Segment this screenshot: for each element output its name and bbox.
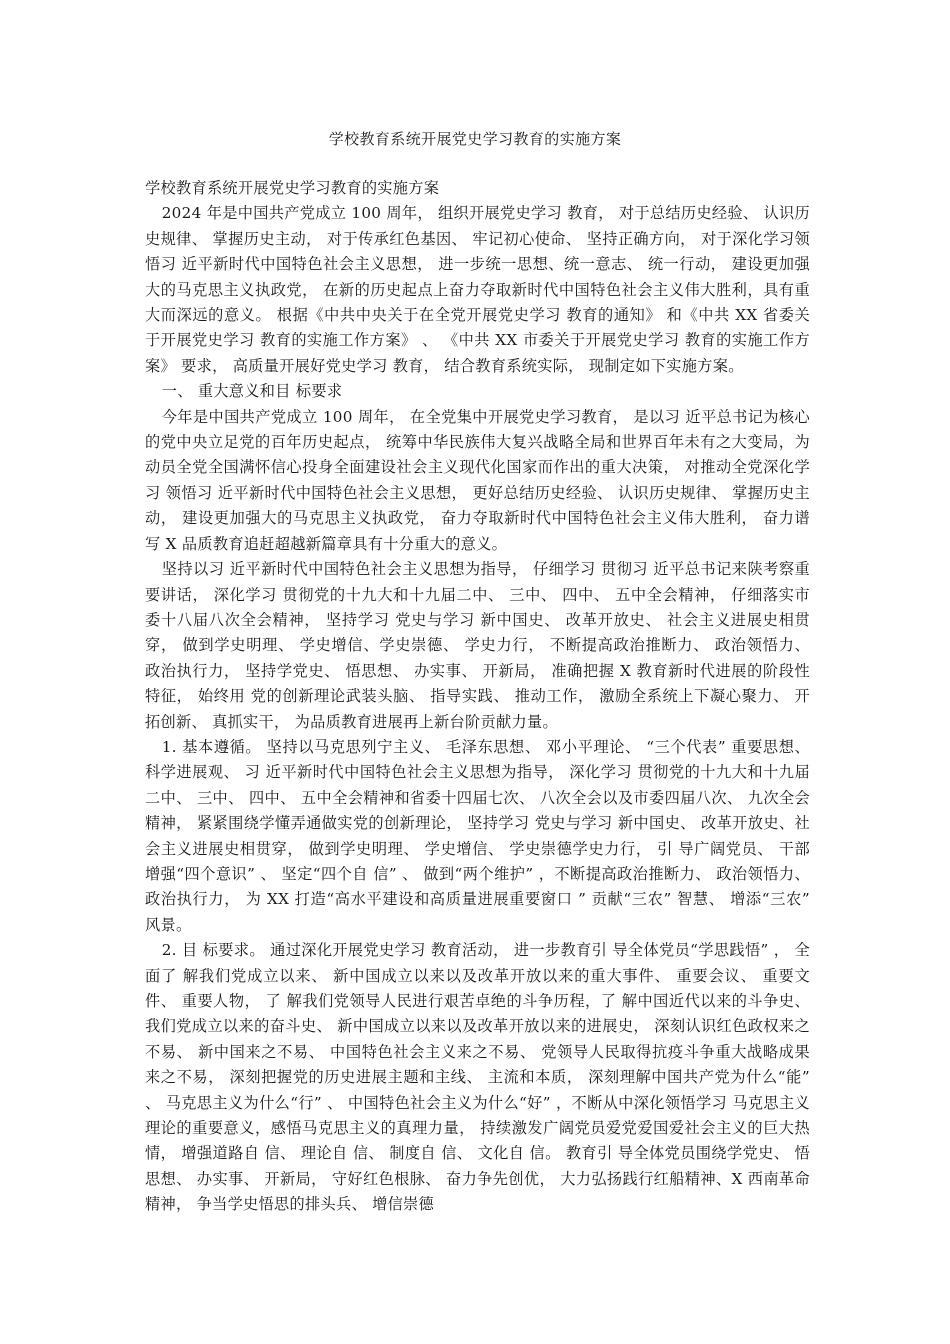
document-body (145, 176, 810, 1218)
paragraph-basic-principles: 1. 基本遵循。 坚持以马克思列宁主义、 毛泽东思想、 邓小平理论、 “三个代表” 重要思想、 科学进展观、 习 近平新时代中国特色社会主义思想为指导， 深化学习 贯彻党的十九大和十九届二中、 三中、 四中、 五中全会精神和省委十四届七次、 八次全会以及市委四届八次、 九次全会精神， 紧紧围绕学懂弄通做实党的创新理论， 坚持学习 党史与学习 新中国史、 改革开放史、社会主义进展史相贯穿， 做到学史明理、 学史增信、 学史崇德学史力行， 引 导广阔党员、 干部增强“四个意识” 、 坚定“四个自 信” 、 做到“两个维护” ，不断提高政治推断力、 政治领悟力、 政治执行力， 为 XX 打造“高水平建设和高质量进展重要窗口 ” 贡献“三农” 智慧、 增添“三农” 风景。 (145, 737, 810, 934)
paragraph-significance: 今年是中国共产党成立 100 周年， 在全党集中开展党史学习教育， 是以习 近平总书记为核心的党中央立足党的百年历史起点， 统筹中华民族伟大复兴战略全局和世界百年未有之大变局，为动员全党全国满怀信心投身全面建设社会主义现代化国家而作出的重大决策， 对推动全党深化学习 领悟习 近平新时代中国特色社会主义思想， 更好总结历史经验、 认识历史规律、 掌握历史主动， 建设更加强大的马克思主义执政党， 奋力夺取新时代中国特色社会主义伟大胜利， 奋力谱写 X 品质教育追赶超越新篇章具有十分重大的意义。 (145, 407, 810, 553)
paragraph-guidance: 坚持以习 近平新时代中国特色社会主义思想为指导， 仔细学习 贯彻习 近平总书记来陕考察重要讲话， 深化学习 贯彻党的十九大和十九届二中、 三中、 四中、 五中全会精神， 仔细落实市委十八届八次全会精神， 坚持学习 党史与学习 新中国史、 改革开放史、 社会主义进展史相贯穿， 做到学史明理、 学史增信、学史崇德、 学史力行， 不断提高政治推断力、 政治领悟力、 政治执行力， 坚持学党史、 悟思想、 办实事、 开新局， 准确把握 X 教育新时代进展的阶段性特征， 始终用 党的创新理论武装头脑、 指导实践、 推动工作， 激励全系统上下凝心聚力、 开拓创新、 真抓实干， 为品质教育进展再上新台阶贡献力量。 (145, 560, 810, 731)
document-subtitle: 学校教育系统开展党史学习教育的实施方案 (145, 179, 440, 197)
paragraph-intro: 2024 年是中国共产党成立 100 周年， 组织开展党史学习 教育， 对于总结历史经验、 认识历史规律、 掌握历史主动， 对于传承红色基因、 牢记初心使命、 坚持正确方向， 对于深化学习领悟习 近平新时代中国特色社会主义思想， 进一步统一思想、统一意志、 统一行动， 建设更加强大的马克思主义执政党， 在新的历史起点上奋力夺取新时代中国特色社会主义伟大胜利，具有重大而深远的意义。 根据《中共中央关于在全党开展党史学习 教育的通知》 和《中共 XX 省委关于开展党史学习 教育的实施工作方案》 、 《中共 XX 市委关于开展党史学习 教育的实施工作方案》 要求， 高质量开展好党史学习 教育， 结合教育系统实际， 现制定如下实施方案。 (145, 204, 810, 375)
paragraph-goals: 2. 目 标要求。 通过深化开展党史学习 教育活动， 进一步教育引 导全体党员“学思践悟” ， 全面了 解我们党成立以来、 新中国成立以来以及改革开放以来的重大事件、 重要会议、 重要文件、 重要人物， 了 解我们党领导人民进行艰苦卓绝的斗争历程，了 解中国近代以来的斗争史、 我们党成立以来的奋斗史、 新中国成立以来以及改革开放以来的进展史， 深刻认识红色政权来之不易、 新中国来之不易、 中国特色社会主义来之不易、 党领导人民取得抗疫斗争重大战略成果来之不易， 深刻把握党的历史进展主题和主线、 主流和本质， 深刻理解中国共产党为什么“能” 、 马克思主义为什么“行” 、 中国特色社会主义为什么“好” ，不断从中深化领悟学习 马克思主义理论的重要意义，感悟马克思主义的真理力量， 持续激发广阔党员爱党爱国爱社会主义的巨大热情， 增强道路自 信、 理论自 信、 制度自 信、 文化自 信。 教育引 导全体党员围绕学党史、 悟思想、 办实事、 开新局， 守好红色根脉、 奋力争先创优， 大力弘扬践行红船精神、X 西南革命精神， 争当学史悟思的排头兵、 增信崇德 (145, 941, 810, 1214)
document-title: 学校教育系统开展党史学习教育的实施方案 (328, 130, 622, 148)
section-heading: 一、 重大意义和目 标要求 (161, 382, 343, 401)
